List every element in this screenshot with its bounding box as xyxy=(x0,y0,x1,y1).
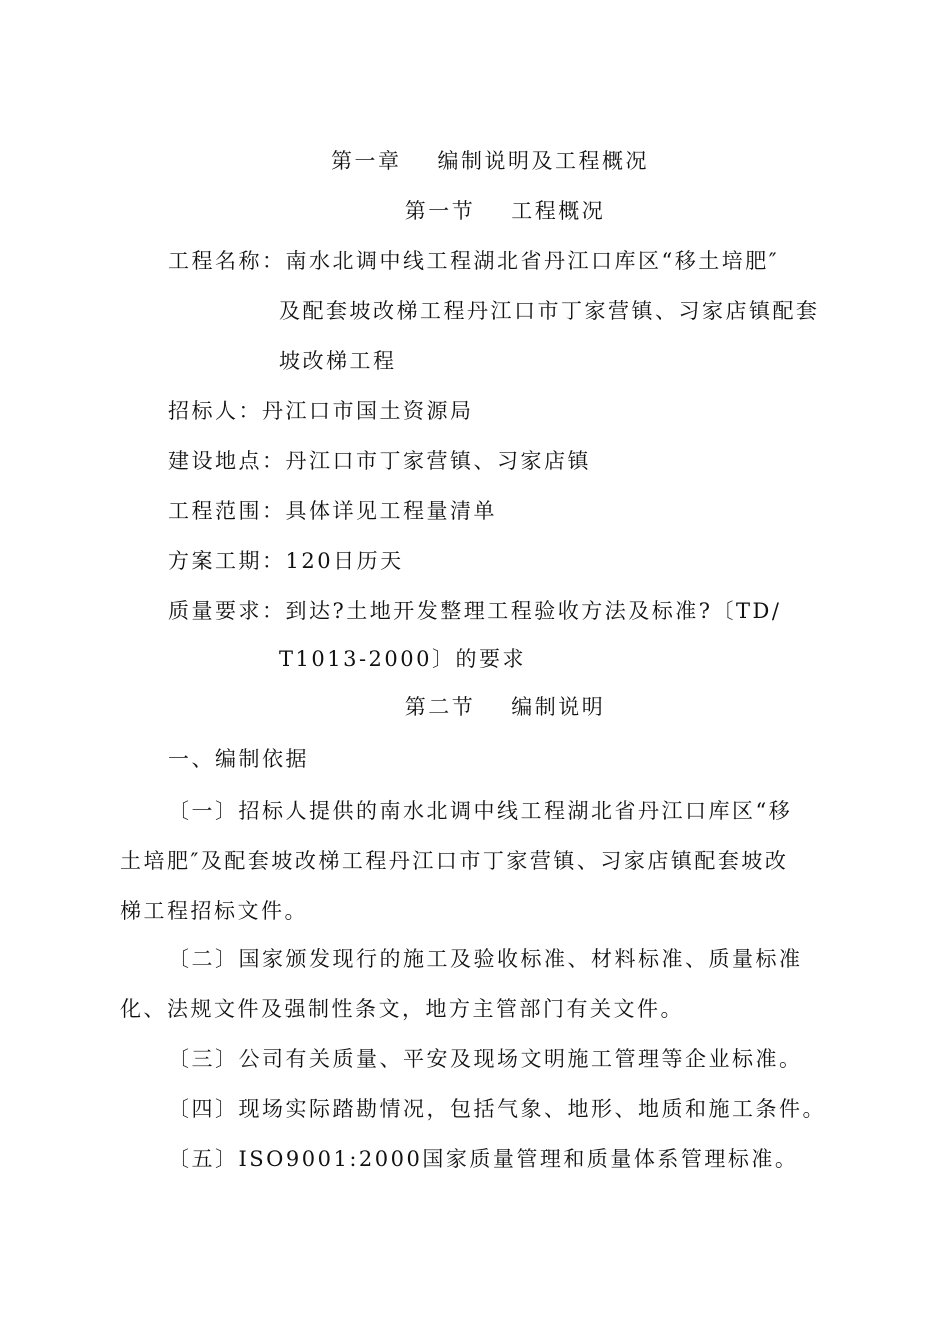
project-name-line-2: 及配套坡改梯工程丹江口市丁家营镇、习家店镇配套 xyxy=(279,299,820,323)
tenderer-value: 丹江口市国土资源局 xyxy=(262,399,474,423)
duration-label: 方案工期： xyxy=(168,549,286,573)
project-name-line-1 xyxy=(168,246,779,276)
quality-line-2: T1013-2000〕的要求 xyxy=(279,647,526,671)
basis-item-5: 〔五〕ISO9001:2000国家质量管理和质量体系管理标准。 xyxy=(168,1147,799,1171)
basis-heading: 一、编制依据 xyxy=(168,747,309,771)
tenderer-line xyxy=(168,396,474,426)
quality-line-1 xyxy=(168,596,781,626)
scope-value: 具体详见工程量清单 xyxy=(285,499,497,523)
basis-item-1-line-3: 梯工程招标文件。 xyxy=(120,899,308,923)
duration-value: 120日历天 xyxy=(285,549,404,573)
section-title: 工程概况 xyxy=(511,199,606,223)
project-name-value: 南水北调中线工程湖北省丹江口库区“移土培肥″ xyxy=(285,249,780,273)
basis-item-2-line-1: 〔二〕国家颁发现行的施工及验收标准、材料标准、质量标准 xyxy=(168,947,803,971)
scope-label: 工程范围： xyxy=(168,499,286,523)
location-line xyxy=(168,446,591,476)
chapter-label: 第一章 xyxy=(331,149,402,173)
basis-item-1-line-1: 〔一〕招标人提供的南水北调中线工程湖北省丹江口库区“移 xyxy=(168,799,793,823)
basis-item-4: 〔四〕现场实际踏勘情况，包括气象、地形、地质和施工条件。 xyxy=(168,1097,826,1121)
quality-value: 到达?土地开发整理工程验收方法及标准?〔TD/ xyxy=(285,599,782,623)
duration-line xyxy=(168,546,404,576)
tenderer-label: 招标人： xyxy=(168,399,262,423)
location-value: 丹江口市丁家营镇、习家店镇 xyxy=(285,449,591,473)
location-label: 建设地点： xyxy=(168,449,286,473)
project-name-label: 工程名称： xyxy=(168,249,286,273)
quality-label: 质量要求： xyxy=(168,599,286,623)
section-heading-compilation xyxy=(0,692,950,722)
section-title: 编制说明 xyxy=(511,695,606,719)
basis-item-3: 〔三〕公司有关质量、平安及现场文明施工管理等企业标准。 xyxy=(168,1047,803,1071)
basis-item-2-line-2: 化、法规文件及强制性条文，地方主管部门有关文件。 xyxy=(120,997,684,1021)
project-name-line-3: 坡改梯工程 xyxy=(279,349,397,373)
section-label: 第一节 xyxy=(404,199,476,223)
scope-line xyxy=(168,496,497,526)
chapter-heading xyxy=(0,146,950,176)
chapter-title: 编制说明及工程概况 xyxy=(437,149,649,173)
section-label: 第二节 xyxy=(404,695,476,719)
basis-item-1-line-2: 土培肥″及配套坡改梯工程丹江口市丁家营镇、习家店镇配套坡改 xyxy=(120,849,789,873)
section-heading-overview xyxy=(0,196,950,226)
